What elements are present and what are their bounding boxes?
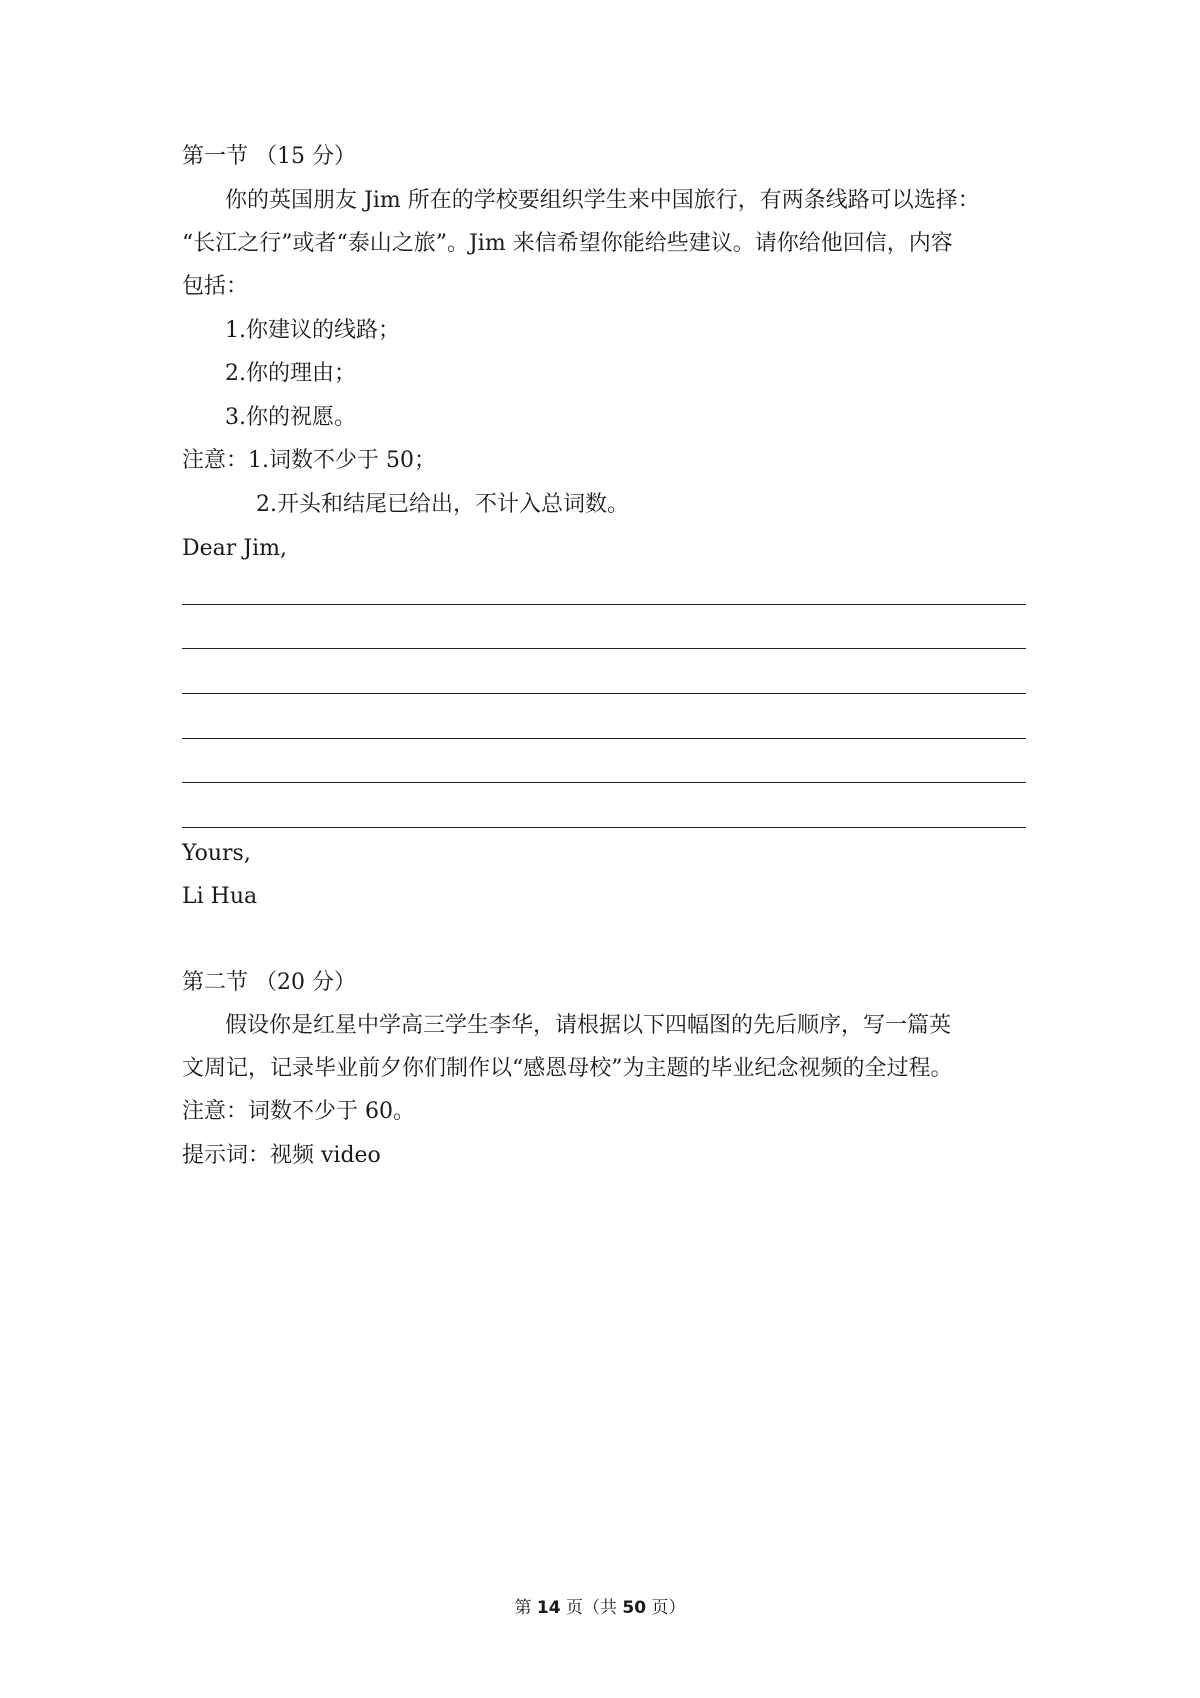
letter-greeting: Dear Jim, (182, 536, 287, 561)
section2-hint: 提示词：视频 video (182, 1143, 381, 1168)
point-3: 3.你的祝愿。 (225, 405, 356, 430)
writing-line (182, 827, 1026, 828)
section2-intro-line1: 假设你是红星中学高三学生李华，请根据以下四幅图的先后顺序，写一篇英 (225, 1013, 952, 1038)
letter-closing: Yours, (182, 841, 251, 866)
writing-line (182, 693, 1026, 694)
writing-line (182, 648, 1026, 649)
section1-intro-line2: “长江之行”或者“泰山之旅”。Jim 来信希望你能给些建议。请你给他回信，内容 (182, 231, 953, 256)
section1-note-line1: 注意：1.词数不少于 50； (182, 448, 436, 473)
section1-note-line2: 2.开头和结尾已给出，不计入总词数。 (256, 492, 629, 517)
point-2: 2.你的理由； (225, 361, 356, 386)
page-footer (0, 1596, 1200, 1620)
section1-intro-line1: 你的英国朋友 Jim 所在的学校要组织学生来中国旅行，有两条线路可以选择： (225, 188, 980, 213)
footer-prefix: 第 (514, 1598, 537, 1618)
footer-page-number: 14 (536, 1598, 561, 1618)
point-1: 1.你建议的线路； (225, 318, 400, 343)
section1-intro-line3: 包括： (182, 274, 249, 299)
writing-line (182, 604, 1026, 605)
footer-middle: 页（共 (560, 1598, 623, 1618)
writing-line (182, 782, 1026, 783)
section2-note: 注意：词数不少于 60。 (182, 1099, 415, 1124)
writing-line (182, 738, 1026, 739)
section2-intro-line2: 文周记，记录毕业前夕你们制作以“感恩母校”为主题的毕业纪念视频的全过程。 (182, 1056, 953, 1081)
section2-heading: 第二节 （20 分） (182, 970, 356, 995)
letter-signature: Li Hua (182, 884, 258, 909)
section1-heading: 第一节 （15 分） (182, 144, 356, 169)
footer-total-pages: 50 (622, 1598, 647, 1618)
footer-suffix: 页） (646, 1598, 686, 1618)
